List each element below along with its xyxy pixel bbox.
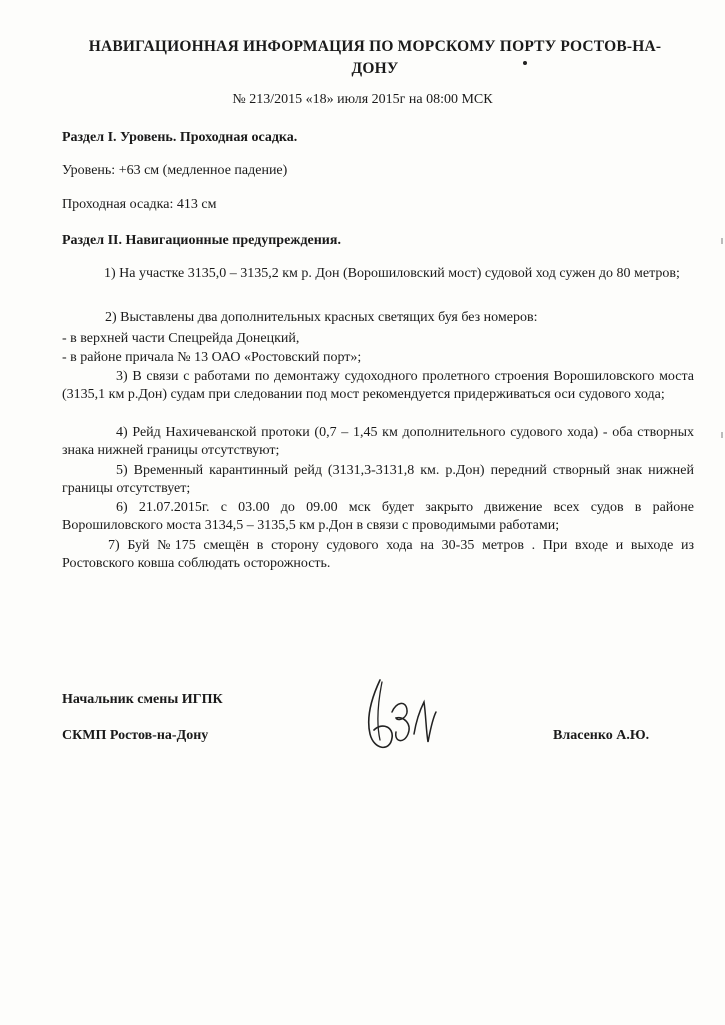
section-1-heading: Раздел I. Уровень. Проходная осадка. bbox=[62, 130, 298, 145]
warning-item-2-a: - в верхней части Спецрейда Донецкий, bbox=[62, 331, 300, 346]
ink-dot bbox=[523, 61, 527, 65]
warning-item-2-intro: 2) Выставлены два дополнительных красных светящих буя без номеров: bbox=[105, 310, 538, 325]
scan-edge-mark bbox=[721, 238, 723, 244]
section-2-heading: Раздел II. Навигационные предупреждения. bbox=[62, 233, 341, 248]
warning-item-7: 7) Буй №175 смещён в сторону судового хода на 30-35 метров . При входе и выходе из Ростовского ковша соблюдать осторожность. bbox=[62, 538, 694, 571]
document-title: НАВИГАЦИОННАЯ ИНФОРМАЦИЯ ПО МОРСКОМУ ПОРТУ РОСТОВ-НА-ДОНУ bbox=[88, 38, 662, 77]
draft-line: Проходная осадка: 413 см bbox=[62, 197, 217, 212]
warning-item-6: 6) 21.07.2015г. с 03.00 до 09.00 мск будет закрыто движение всех судов в районе Ворошиловского моста 3134,5 – 3135,5 км р.Дон в связи с проводимыми работами; bbox=[62, 500, 694, 533]
signatory-position-1: Начальник смены ИГПК bbox=[62, 692, 223, 707]
warning-item-2-b: - в районе причала № 13 ОАО «Ростовский порт»; bbox=[62, 350, 362, 365]
handwritten-signature bbox=[352, 672, 442, 762]
scan-edge-mark bbox=[721, 432, 723, 438]
warning-item-3: 3) В связи с работами по демонтажу судоходного пролетного строения Ворошиловского моста (3135,1 км р.Дон) судам при следовании под мост рекомендуется придерживаться оси судового хода; bbox=[62, 369, 694, 402]
signatory-position-2: СКМП Ростов-на-Дону bbox=[62, 728, 209, 743]
signatory-name: Власенко А.Ю. bbox=[553, 728, 650, 743]
warning-item-4: 4) Рейд Нахичеванской протоки (0,7 – 1,45 км дополнительного судового хода) - оба створных знака нижней границы отсутствуют; bbox=[62, 425, 694, 458]
level-line: Уровень: +63 см (медленное падение) bbox=[62, 163, 288, 178]
document-number: № 213/2015 «18» июля 2015г на 08:00 МСК bbox=[232, 92, 493, 107]
warning-item-1: 1) На участке 3135,0 – 3135,2 км р. Дон (Ворошиловский мост) судовой ход сужен до 80 метров; bbox=[104, 266, 680, 281]
warning-item-5: 5) Временный карантинный рейд (3131,3-3131,8 км. р.Дон) передний створный знак нижней границы отсутствует; bbox=[62, 463, 694, 496]
